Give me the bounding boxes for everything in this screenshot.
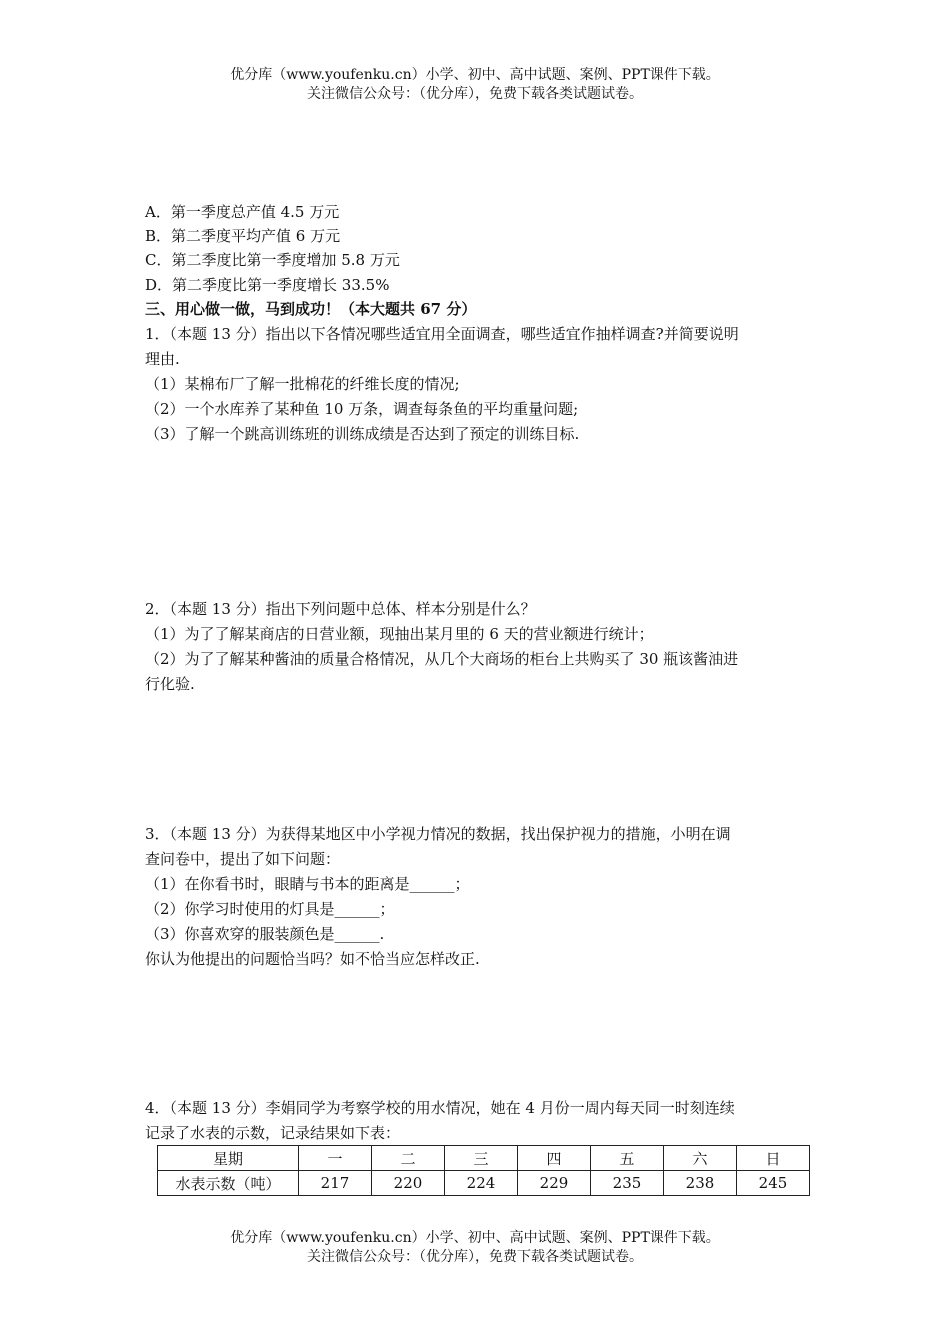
table-cell: 四: [518, 1146, 591, 1171]
table-cell: 五: [591, 1146, 664, 1171]
table-cell: 日: [737, 1146, 810, 1171]
q4-line-2: 记录了水表的示数，记录结果如下表：: [145, 1124, 401, 1142]
q1-item-3: （3）了解一个跳高训练班的训练成绩是否达到了预定的训练目标.: [145, 425, 580, 443]
q2-item-2: （2）为了了解某种酱油的质量合格情况，从几个大商场的柜台上共购买了 30 瓶该酱油进: [145, 650, 739, 668]
q2-item-2-cont: 行化验.: [145, 675, 195, 693]
table-row-readings: [158, 1171, 810, 1196]
header-line-2: 关注微信公众号：（优分库），免费下载各类试题试卷。: [307, 86, 643, 102]
q3-item-1: （1）在你看书时，眼睛与书本的距离是______；: [145, 875, 470, 893]
option-b: B．第二季度平均产值 6 万元: [145, 227, 341, 245]
q4-line-1: 4．（本题 13 分）李娟同学为考察学校的用水情况，她在 4 月份一周内每天同一时刻连续: [145, 1099, 735, 1117]
table-cell: 一: [299, 1146, 372, 1171]
section-title: 三、用心做一做，马到成功！（本大题共 67 分）: [145, 300, 477, 318]
q1-item-2: （2）一个水库养了某种鱼 10 万条，调查每条鱼的平均重量问题;: [145, 400, 579, 418]
page-header: [0, 66, 950, 104]
q1-line-1: 1．（本题 13 分）指出以下各情况哪些适宜用全面调查，哪些适宜作抽样调查?并简要说明: [145, 325, 739, 343]
option-d: D．第二季度比第一季度增长 33.5%: [145, 276, 390, 294]
option-c: C．第二季度比第一季度增加 5.8 万元: [145, 251, 400, 269]
option-a: A．第一季度总产值 4.5 万元: [145, 203, 340, 221]
table-cell: 六: [664, 1146, 737, 1171]
q3-closing: 你认为他提出的问题恰当吗？如不恰当应怎样改正.: [145, 950, 480, 968]
q1-item-1: （1）某棉布厂了解一批棉花的纤维长度的情况;: [145, 375, 460, 393]
q1-line-2: 理由.: [145, 350, 180, 368]
q3-line-1: 3．（本题 13 分）为获得某地区中小学视力情况的数据，找出保护视力的措施，小明在调: [145, 825, 731, 843]
table-cell: 水表示数（吨）: [158, 1171, 299, 1196]
table-cell: 二: [372, 1146, 445, 1171]
q2-item-1: （1）为了了解某商店的日营业额，现抽出某月里的 6 天的营业额进行统计；: [145, 625, 654, 643]
table-cell: 220: [372, 1171, 445, 1196]
footer-line-2: 关注微信公众号：（优分库），免费下载各类试题试卷。: [307, 1249, 643, 1265]
footer-line-1: 优分库（www.youfenku.cn）小学、初中、高中试题、案例、PPT课件下载。: [230, 1230, 720, 1246]
header-line-1: 优分库（www.youfenku.cn）小学、初中、高中试题、案例、PPT课件下载。: [230, 67, 720, 83]
table-cell: 三: [445, 1146, 518, 1171]
q2-line-1: 2．（本题 13 分）指出下列问题中总体、样本分别是什么？: [145, 600, 536, 618]
table-cell: 217: [299, 1171, 372, 1196]
q3-item-2: （2）你学习时使用的灯具是______；: [145, 900, 395, 918]
table-cell: 229: [518, 1171, 591, 1196]
water-meter-table: [157, 1145, 810, 1196]
table-cell: 星期: [158, 1146, 299, 1171]
q3-line-2: 查问卷中，提出了如下问题：: [145, 850, 341, 868]
table-cell: 245: [737, 1171, 810, 1196]
table-row-weekday: [158, 1146, 810, 1171]
q3-item-3: （3）你喜欢穿的服装颜色是______.: [145, 925, 385, 943]
table-cell: 224: [445, 1171, 518, 1196]
table-cell: 235: [591, 1171, 664, 1196]
table-cell: 238: [664, 1171, 737, 1196]
page-footer: [0, 1229, 950, 1267]
